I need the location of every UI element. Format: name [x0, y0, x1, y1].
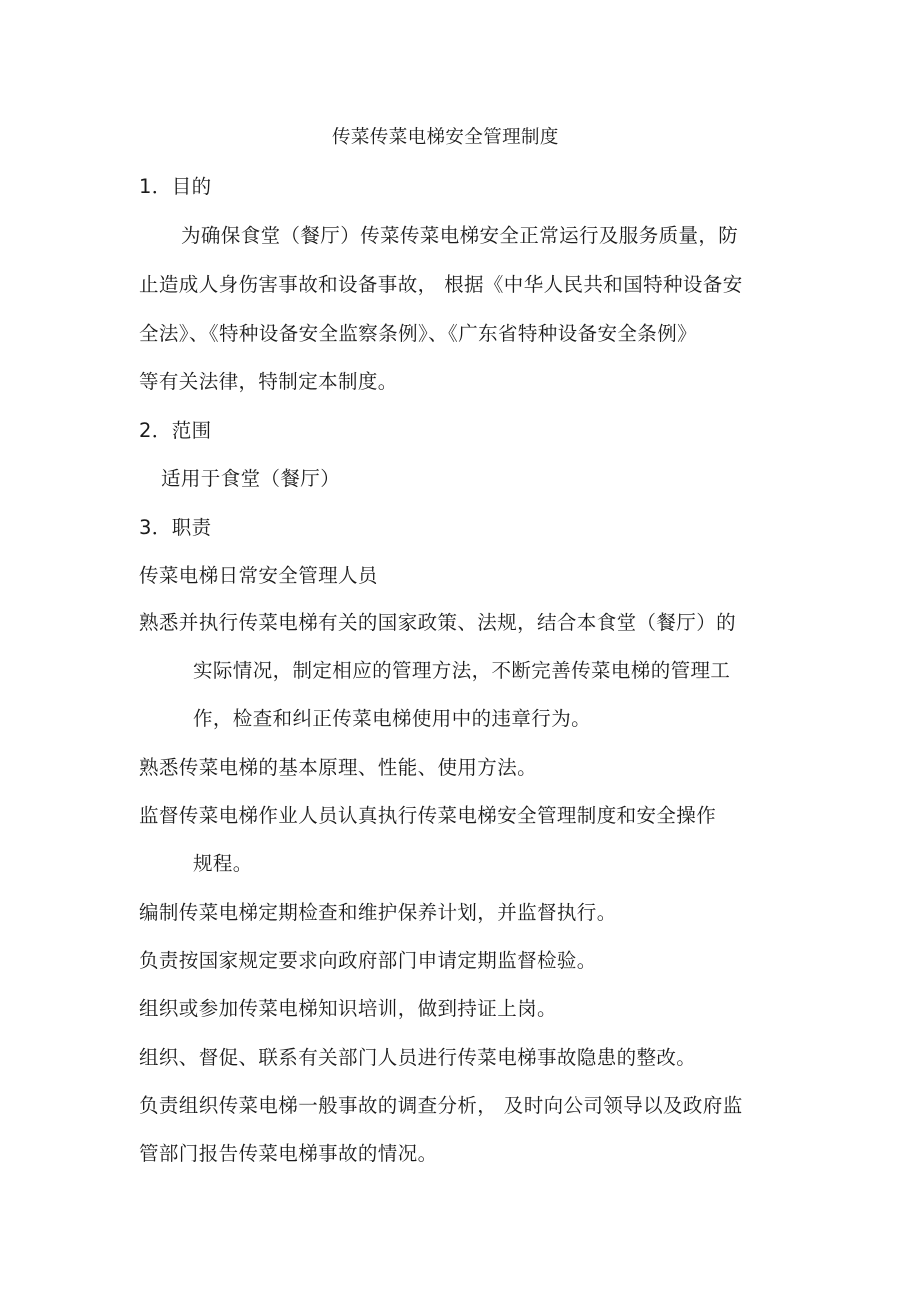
document-title: 传菜传菜电梯安全管理制度: [332, 127, 559, 148]
paragraph-line: 全法》、《特种设备安全监察条例》、《广东省特种设备安全条例》: [139, 322, 698, 345]
paragraph-line: 熟悉传菜电梯的基本原理、性能、使用方法。: [139, 756, 538, 779]
section-heading-scope: 2．范围: [139, 419, 212, 442]
paragraph-line: 适用于食堂（餐厅）: [161, 467, 341, 490]
section-heading-purpose: 1．目的: [139, 175, 212, 198]
paragraph-line: 传菜电梯日常安全管理人员: [139, 564, 378, 587]
section-heading-duties: 3．职责: [139, 516, 212, 539]
paragraph-line: 编制传菜电梯定期检查和维护保养计划，并监督执行。: [139, 901, 617, 924]
paragraph-line: 组织或参加传菜电梯知识培训，做到持证上岗。: [139, 997, 557, 1020]
paragraph-line: 熟悉并执行传菜电梯有关的国家政策、法规，结合本食堂（餐厅）的: [139, 611, 737, 634]
paragraph-line: 实际情况，制定相应的管理方法，不断完善传菜电梯的管理工: [193, 659, 731, 682]
paragraph-line: 监督传菜电梯作业人员认真执行传菜电梯安全管理制度和安全操作: [139, 804, 717, 827]
paragraph-line: 作，检查和纠正传菜电梯使用中的违章行为。: [193, 707, 592, 730]
paragraph-line: 规程。: [193, 852, 253, 875]
paragraph-line: 组织、督促、联系有关部门人员进行传菜电梯事故隐患的整改。: [139, 1046, 697, 1069]
paragraph-line: 管部门报告传菜电梯事故的情况。: [139, 1142, 438, 1165]
paragraph-line: 负责组织传菜电梯一般事故的调查分析， 及时向公司领导以及政府监: [139, 1094, 743, 1117]
paragraph-line: 负责按国家规定要求向政府部门申请定期监督检验。: [139, 949, 597, 972]
paragraph-line: 为确保食堂（餐厅）传菜传菜电梯安全正常运行及服务质量，防: [181, 224, 739, 247]
paragraph-line: 等有关法律，特制定本制度。: [139, 370, 398, 393]
paragraph-line: 止造成人身伤害事故和设备事故， 根据《中华人民共和国特种设备安: [139, 273, 743, 296]
